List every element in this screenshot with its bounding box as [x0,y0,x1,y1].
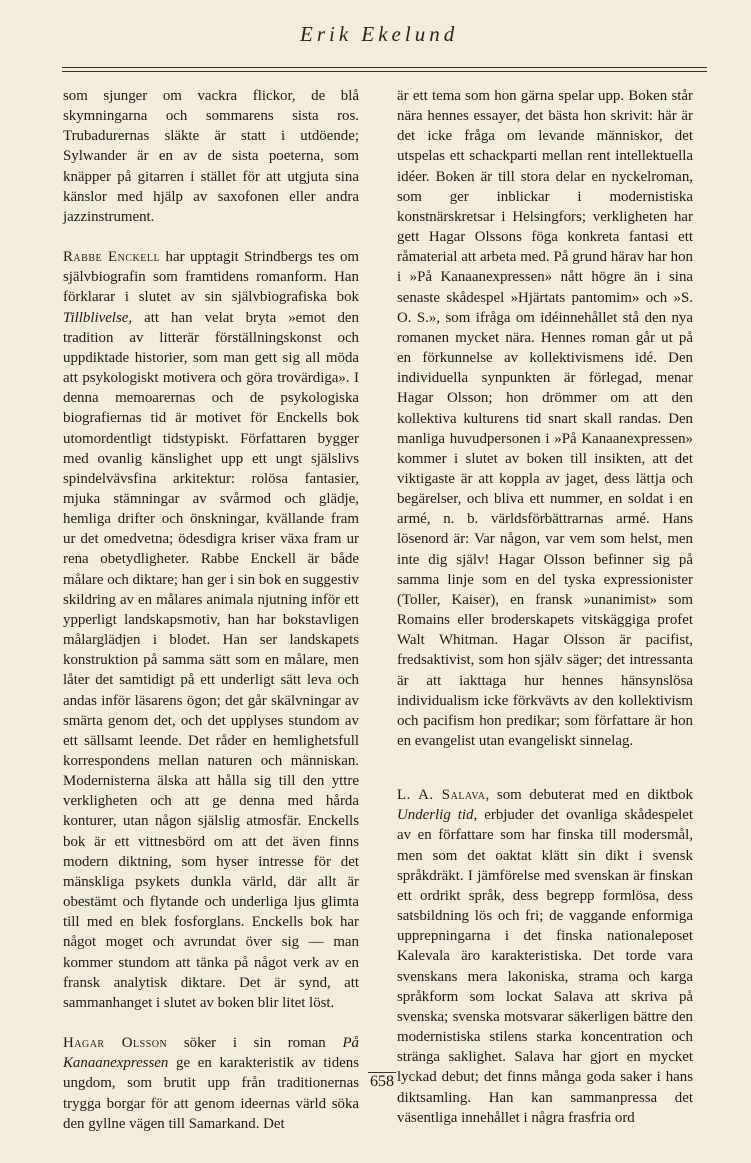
paragraph [63,1033,359,1134]
paragraph-text: har upptagit Strindbergs tes om självbiografin som framtidens romanform. Han förklarar i slutet av sin självbiografiska bok [63,249,360,306]
author-name: Hagar Olsson [63,1035,168,1052]
paragraph: som sjunger om vackra flickor, de blå skymningarna och sommarens sista ros. Trubadurernas släkte är statt i utdöende; Sylwander är en av de sista poeterna, som knäpper på gitarren i stället för att utgjuta sina känslor med hjälp av saxofonen eller andra jazzinstrument. [63,88,359,225]
header-rule-top [62,67,707,68]
paragraph-text: ge en karakteristik av tidens ungdom, som brutit upp från traditionernas trygga borgar för att genom ideernas värld söka den gyllne vägen till Samarkand. Det [63,1055,359,1132]
book-title: På Kanaanexpressen [63,1035,359,1072]
author-name: Rabbe Enckell [63,249,161,266]
running-head-title: Erik Ekelund [300,22,459,46]
paragraph-text: , som debuterat med en diktbok [485,787,693,804]
page-number: 658 [370,1073,394,1090]
paragraph: är ett tema som hon gärna spelar upp. Boken står nära hennes essayer, det bästa hon skrivit: här är det icke fråga om levande människor, det utspelas ett schackparti mellan rent intellektuella idéer. Boken är till stora delar en nyckelroman, som ger inblickar i modernistiska konstnärskretsar i Helsingfors; verkligheten har gett Hagar Olssons föga konkreta fantasi ett råmaterial att arbeta med. På grund härav har hon i »På Kanaanexpressen» nått högre än i sina senaste skådespel »Hjärtats pantomim» och »S. O. S.», som ifråga om idéinnehållet stå den nya romanen mycket nära. Hennes roman går ut på en förkunnelse av kollektivismens idé. Den individuella synpunkten är förlegad, menar Hagar Olsson; hon drömmer om att den kollektiva kulturens tid snart skall randas. Den manliga huvudpersonen i »På Kanaanexpressen» kommer i slutet av boken till insikten, att det viktigaste är att koppla av jaget, dess lättja och begärelser, och bliva ett nummer, en soldat i en armé, n. b. världsförbättrarnas armé. Hans lösenord är: Var någon, var vem som helst, men inte dig själv! Hagar Olsson befinner sig på samma linje som en del tyska expressionister (Toller, Kaiser), en fransk »unanimist» som Romains eller broderskapets vitskäggiga profet Walt Whitman. Hagar Olsson är pacifist, fredsaktivist, som hon själv säger; det intressanta är att iakttaga hur hennes hänsynslösa individualism icke förkvävts av den kollektivism och pacifism hon predikar; som författare är hon en evangelist utan evangeliskt sinnelag. [397,88,693,749]
author-name: L. A. Salava [397,787,486,804]
paragraph [63,247,359,1013]
paragraph-text: erbjuder det ovanliga skådespelet av en författare som har finska till modersmål, men som det oaktat klätt sin dikt i svensk språkdräkt. I jämförelse med svenskan är finskan ett ordrikt språk, dess begrepp formlösa, dess satsbildning lös och fri; de vaggande enformiga upprepningarna i det finska nationaleposet Kalevala äro karakteristiska. Det torde vara svenskans mera lakoniska, strama och karga språkform som lockat Salava att skriva på svenska; svenska motsvarar säkerligen bättre den modernistiska stilens starka koncentration och stränga saklighet. Salava har gjort en mycket lyckad debut; det finns många goda saker i hans diktsamling. Han kan sammanpressa det väsentliga innehållet i några frasfria ord [397,807,693,1126]
paragraph [397,785,693,1128]
paragraph-text: söker i sin roman [167,1035,343,1052]
paragraph-text: att han velat bryta »emot den tradition av litterär förställningskonst och uppdiktade historier, som man gett sig all möda att psykologiskt motivera och göra trovärdiga». I denna memoarernas och de psykologiska biografiernas tid är motivet för Enckells bok utomordentligt tidstypiskt. Författaren bygger med ovanlig känslighet upp ett ungt själslivs spindelvävsfina arkitektur: rolösa fantasier, mjuka stämningar av svårmod och glädje, hemliga drifter och önskningar, kvällande fram ur det omedvetna; ödesdigra kriser växa fram ur rena obetydligheter. Rabbe Enckell är både målare och diktare; han ger i sin bok en suggestiv skildring av en målares animala njutning inför ett ypperligt landskapsmotiv, han har bokstavligen målarglädjen i blodet. Han ser landskapets konstruktion på samma sätt som en målare, men låter det samtidigt på ett underligt sätt leva och andas inför läsarens ögon; det går skälvningar av smärta genom det, och det upplyses stundom av ett sällsamt leende. Det råder en hemlighetsfull korrespondens mellan naturen och människan. Modernisterna älska att hålla sig till den yttre verkligheten och att ge denna med hårda konturer, utan någon själslig atmosfär. Enckells bok är ett vittnesbörd om att det även finns modern diktning, som hyser intresse för det mänskliga psykets dunkla värld, där allt är obestämt och flytande och underliga ljus glimta till med en blek fosforglans. Enckells bok har något moget och avrundat över sig — man kommer stundom att tänka på något verk av en fransk analytisk diktare. Det är synd, att sammanhanget i slutet av boken blir litet löst. [63,309,359,1011]
header-rule-bottom [62,71,707,72]
book-title: Underlig tid, [397,807,478,824]
book-title: Tillblivelse, [63,309,133,326]
left-column [63,86,359,1134]
right-column [397,86,693,1128]
